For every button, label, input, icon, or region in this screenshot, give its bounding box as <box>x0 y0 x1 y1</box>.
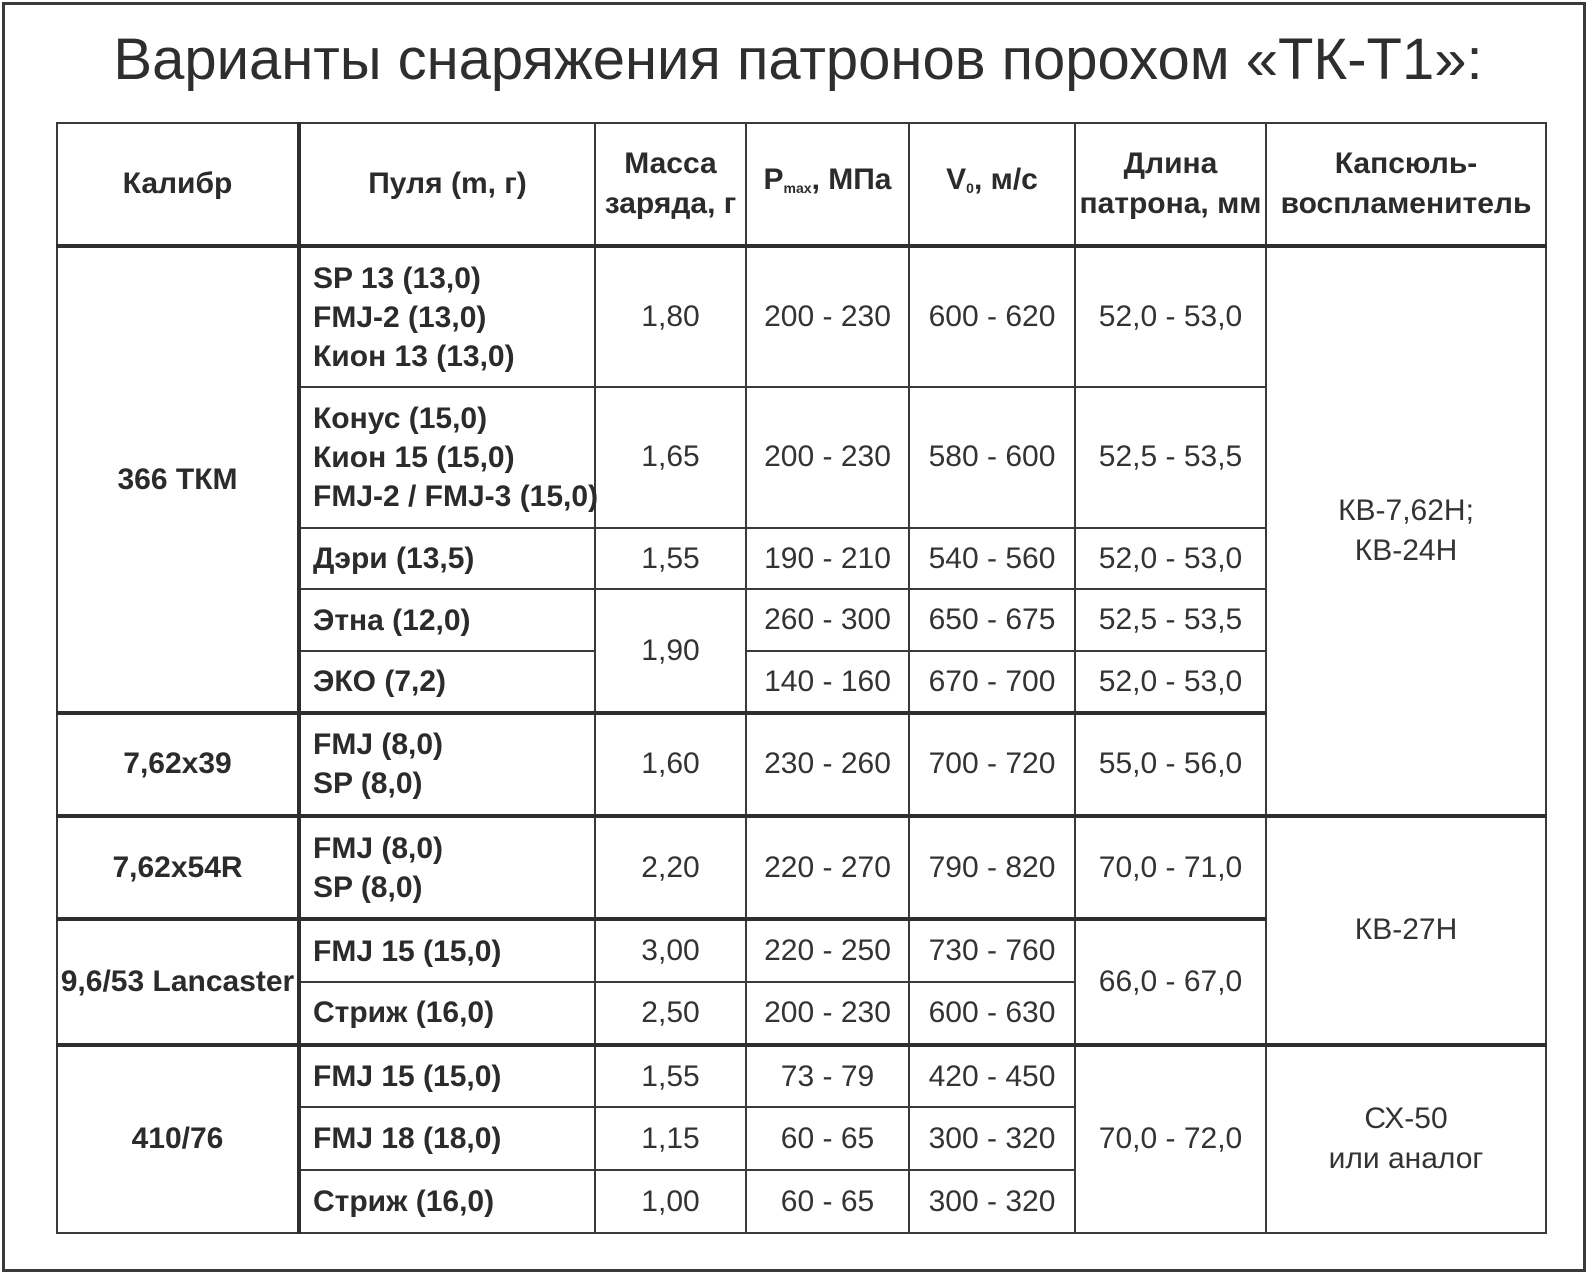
mass-cell: 1,00 <box>595 1170 746 1233</box>
header-row <box>57 123 1546 246</box>
mass-cell: 3,00 <box>595 919 746 982</box>
v0-cell: 700 - 720 <box>909 713 1075 816</box>
v0-cell: 420 - 450 <box>909 1045 1075 1108</box>
bullet-line: SP 13 (13,0) <box>313 261 481 295</box>
header-length <box>1075 123 1266 246</box>
primer-line: или аналог <box>1328 1142 1484 1176</box>
bullet-cell <box>299 1045 595 1108</box>
bullet-cell <box>299 982 595 1045</box>
pmax-cell: 220 - 270 <box>746 816 909 919</box>
bullet-line: ЭКО (7,2) <box>313 665 447 699</box>
caliber-410-76: 410/76 <box>57 1045 299 1233</box>
bullet-line: SP (8,0) <box>313 870 423 904</box>
caliber-96-53-lancaster: 9,6/53 Lancaster <box>57 919 299 1044</box>
mass-cell: 1,90 <box>595 589 746 712</box>
bullet-cell <box>299 589 595 651</box>
primer-line: СХ-50 <box>1364 1102 1448 1136</box>
length-cell: 52,0 - 53,0 <box>1075 246 1266 387</box>
header-caliber: Калибр <box>57 123 299 246</box>
pmax-cell: 260 - 300 <box>746 589 909 651</box>
mass-cell: 1,55 <box>595 528 746 590</box>
length-cell: 55,0 - 56,0 <box>1075 713 1266 816</box>
table-row <box>57 1045 1546 1108</box>
cartridge-table <box>56 122 1547 1234</box>
caliber-366-tkm: 366 ТКМ <box>57 246 299 712</box>
pmax-cell: 60 - 65 <box>746 1170 909 1233</box>
v0-cell: 540 - 560 <box>909 528 1075 590</box>
v0-unit: , м/с <box>973 163 1038 197</box>
bullet-line: FMJ 15 (15,0) <box>313 934 502 968</box>
bullet-line: Кион 15 (15,0) <box>313 440 515 474</box>
primer-cx50 <box>1266 1045 1546 1233</box>
header-v0 <box>909 123 1075 246</box>
bullet-cell <box>299 713 595 816</box>
pmax-cell: 200 - 230 <box>746 982 909 1045</box>
table-row <box>57 816 1546 919</box>
header-primer-line2: воспламенитель <box>1280 187 1532 221</box>
pmax-cell: 230 - 260 <box>746 713 909 816</box>
bullet-line: Кион 13 (13,0) <box>313 339 515 373</box>
mass-cell: 1,65 <box>595 387 746 528</box>
page-title: Варианты снаряжения патронов порохом «ТК-Т1»: <box>113 27 1483 92</box>
pmax-cell: 73 - 79 <box>746 1045 909 1108</box>
bullet-line: FMJ 15 (15,0) <box>313 1060 502 1094</box>
pmax-symbol: P <box>763 163 784 197</box>
pmax-unit: , МПа <box>811 163 892 197</box>
v0-cell: 600 - 630 <box>909 982 1075 1045</box>
bullet-cell <box>299 651 595 713</box>
bullet-line: Этна (12,0) <box>313 603 471 637</box>
mass-cell: 1,55 <box>595 1045 746 1108</box>
caliber-762x39: 7,62x39 <box>57 713 299 816</box>
v0-cell: 730 - 760 <box>909 919 1075 982</box>
v0-cell: 300 - 320 <box>909 1170 1075 1233</box>
bullet-cell <box>299 528 595 590</box>
mass-cell: 1,15 <box>595 1107 746 1170</box>
pmax-cell: 60 - 65 <box>746 1107 909 1170</box>
v0-cell: 300 - 320 <box>909 1107 1075 1170</box>
v0-cell: 600 - 620 <box>909 246 1075 387</box>
bullet-cell <box>299 816 595 919</box>
bullet-line: Конус (15,0) <box>313 401 488 435</box>
pmax-cell: 220 - 250 <box>746 919 909 982</box>
bullet-cell <box>299 1170 595 1233</box>
length-cell: 52,5 - 53,5 <box>1075 589 1266 651</box>
v0-cell: 790 - 820 <box>909 816 1075 919</box>
v0-sub: 0 <box>966 180 974 197</box>
bullet-line: FMJ 18 (18,0) <box>313 1122 502 1156</box>
bullet-cell <box>299 919 595 982</box>
header-mass-line1: Масса <box>624 147 717 181</box>
mass-cell: 1,60 <box>595 713 746 816</box>
length-cell: 70,0 - 72,0 <box>1075 1045 1266 1233</box>
header-primer <box>1266 123 1546 246</box>
bullet-cell <box>299 1107 595 1170</box>
length-cell: 52,0 - 53,0 <box>1075 528 1266 590</box>
pmax-cell: 190 - 210 <box>746 528 909 590</box>
bullet-line: FMJ-2 (13,0) <box>313 300 487 334</box>
primer-kv27: КВ-27Н <box>1266 816 1546 1045</box>
bullet-line: FMJ-2 / FMJ-3 (15,0) <box>313 479 599 513</box>
pmax-sub: max <box>783 180 812 197</box>
bullet-line: Стриж (16,0) <box>313 996 495 1030</box>
header-primer-line1: Капсюль- <box>1334 147 1478 181</box>
primer-line: КВ-7,62Н; <box>1338 494 1474 528</box>
table-row <box>57 246 1546 387</box>
length-cell: 66,0 - 67,0 <box>1075 919 1266 1044</box>
caliber-762x54r: 7,62x54R <box>57 816 299 919</box>
header-mass-line2: заряда, г <box>604 187 737 221</box>
header-length-line2: патрона, мм <box>1079 187 1262 221</box>
mass-cell: 1,80 <box>595 246 746 387</box>
header-bullet: Пуля (m, г) <box>299 123 595 246</box>
length-cell: 52,0 - 53,0 <box>1075 651 1266 713</box>
mass-cell: 2,50 <box>595 982 746 1045</box>
pmax-cell: 140 - 160 <box>746 651 909 713</box>
bullet-line: FMJ (8,0) <box>313 831 444 865</box>
pmax-cell: 200 - 230 <box>746 387 909 528</box>
bullet-line: Дэри (13,5) <box>313 542 475 576</box>
primer-line: КВ-24Н <box>1354 534 1458 568</box>
v0-symbol: V <box>946 163 967 197</box>
pmax-cell: 200 - 230 <box>746 246 909 387</box>
v0-cell: 670 - 700 <box>909 651 1075 713</box>
header-length-line1: Длина <box>1123 147 1218 181</box>
bullet-cell <box>299 387 599 528</box>
header-pmax <box>746 123 909 246</box>
header-mass <box>595 123 746 246</box>
primer-kv762-kv24 <box>1266 246 1546 816</box>
bullet-line: FMJ (8,0) <box>313 728 444 762</box>
mass-cell: 2,20 <box>595 816 746 919</box>
bullet-line: Стриж (16,0) <box>313 1185 495 1219</box>
length-cell: 70,0 - 71,0 <box>1075 816 1266 919</box>
bullet-cell <box>299 246 595 387</box>
bullet-line: SP (8,0) <box>313 767 423 801</box>
v0-cell: 580 - 600 <box>909 387 1075 528</box>
v0-cell: 650 - 675 <box>909 589 1075 651</box>
length-cell: 52,5 - 53,5 <box>1075 387 1266 528</box>
